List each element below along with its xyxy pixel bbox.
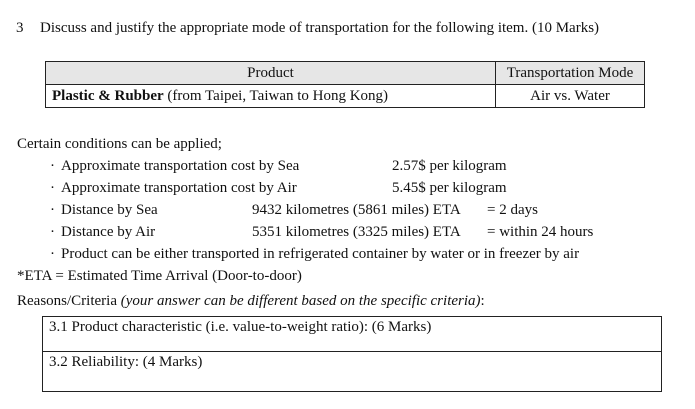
criterion-box-reliability: 3.2 Reliability: (4 Marks) [42,351,662,392]
product-table [45,61,645,108]
table-row [46,85,645,108]
reasons-italic: (your answer can be different based on the specific criteria) [120,293,481,309]
product-cell [46,85,496,108]
list-item: · Approximate transportation cost by Sea 2.57$ per kilogram [50,155,670,177]
air-eta: = within 24 hours [487,224,594,240]
sea-cost-label: Approximate transportation cost by Sea [61,158,300,174]
sea-eta: = 2 days [487,202,538,218]
air-cost-label: Approximate transportation cost by Air [61,180,297,196]
header-transportation-mode: Transportation Mode [496,62,645,85]
list-item: · Distance by Air 5351 kilometres (3325 miles) ETA = within 24 hours [50,221,670,243]
question-number: 3 [16,20,24,36]
header-product: Product [46,62,496,85]
product-name: Plastic & Rubber [52,87,164,104]
mode-cell: Air vs. Water [496,85,645,108]
criterion-box-product-characteristic: 3.1 Product characteristic (i.e. value-to-weight ratio): (6 Marks) [42,316,662,352]
air-cost-value: 5.45$ per kilogram [392,180,507,196]
air-distance-value: 5351 kilometres (3325 miles) ETA [252,224,461,240]
air-distance-label: Distance by Air [61,224,156,240]
reasons-heading [17,290,485,312]
eta-footnote: *ETA = Estimated Time Arrival (Door-to-door) [17,268,302,284]
list-item: · Product can be either transported in refrigerated container by water or in freezer by air [50,243,670,265]
reasons-tail: : [480,293,485,309]
conditions-intro: Certain conditions can be applied; [17,136,222,152]
list-item: · Distance by Sea 9432 kilometres (5861 miles) ETA = 2 days [50,199,670,221]
storage-note: Product can be either transported in refrigerated container by water or in freezer by air [61,246,580,262]
sea-cost-value: 2.57$ per kilogram [392,158,507,174]
list-item: · Approximate transportation cost by Air 5.45$ per kilogram [50,177,670,199]
table-header-row [46,62,645,85]
question-text: Discuss and justify the appropriate mode of transportation for the following item. (10 Marks) [40,20,600,36]
product-route: (from Taipei, Taiwan to Hong Kong) [163,87,389,104]
reasons-lead: Reasons/Criteria [17,293,121,309]
sea-distance-value: 9432 kilometres (5861 miles) ETA [252,202,461,218]
conditions-list [50,155,670,265]
sea-distance-label: Distance by Sea [61,202,158,218]
question-line [16,20,599,37]
